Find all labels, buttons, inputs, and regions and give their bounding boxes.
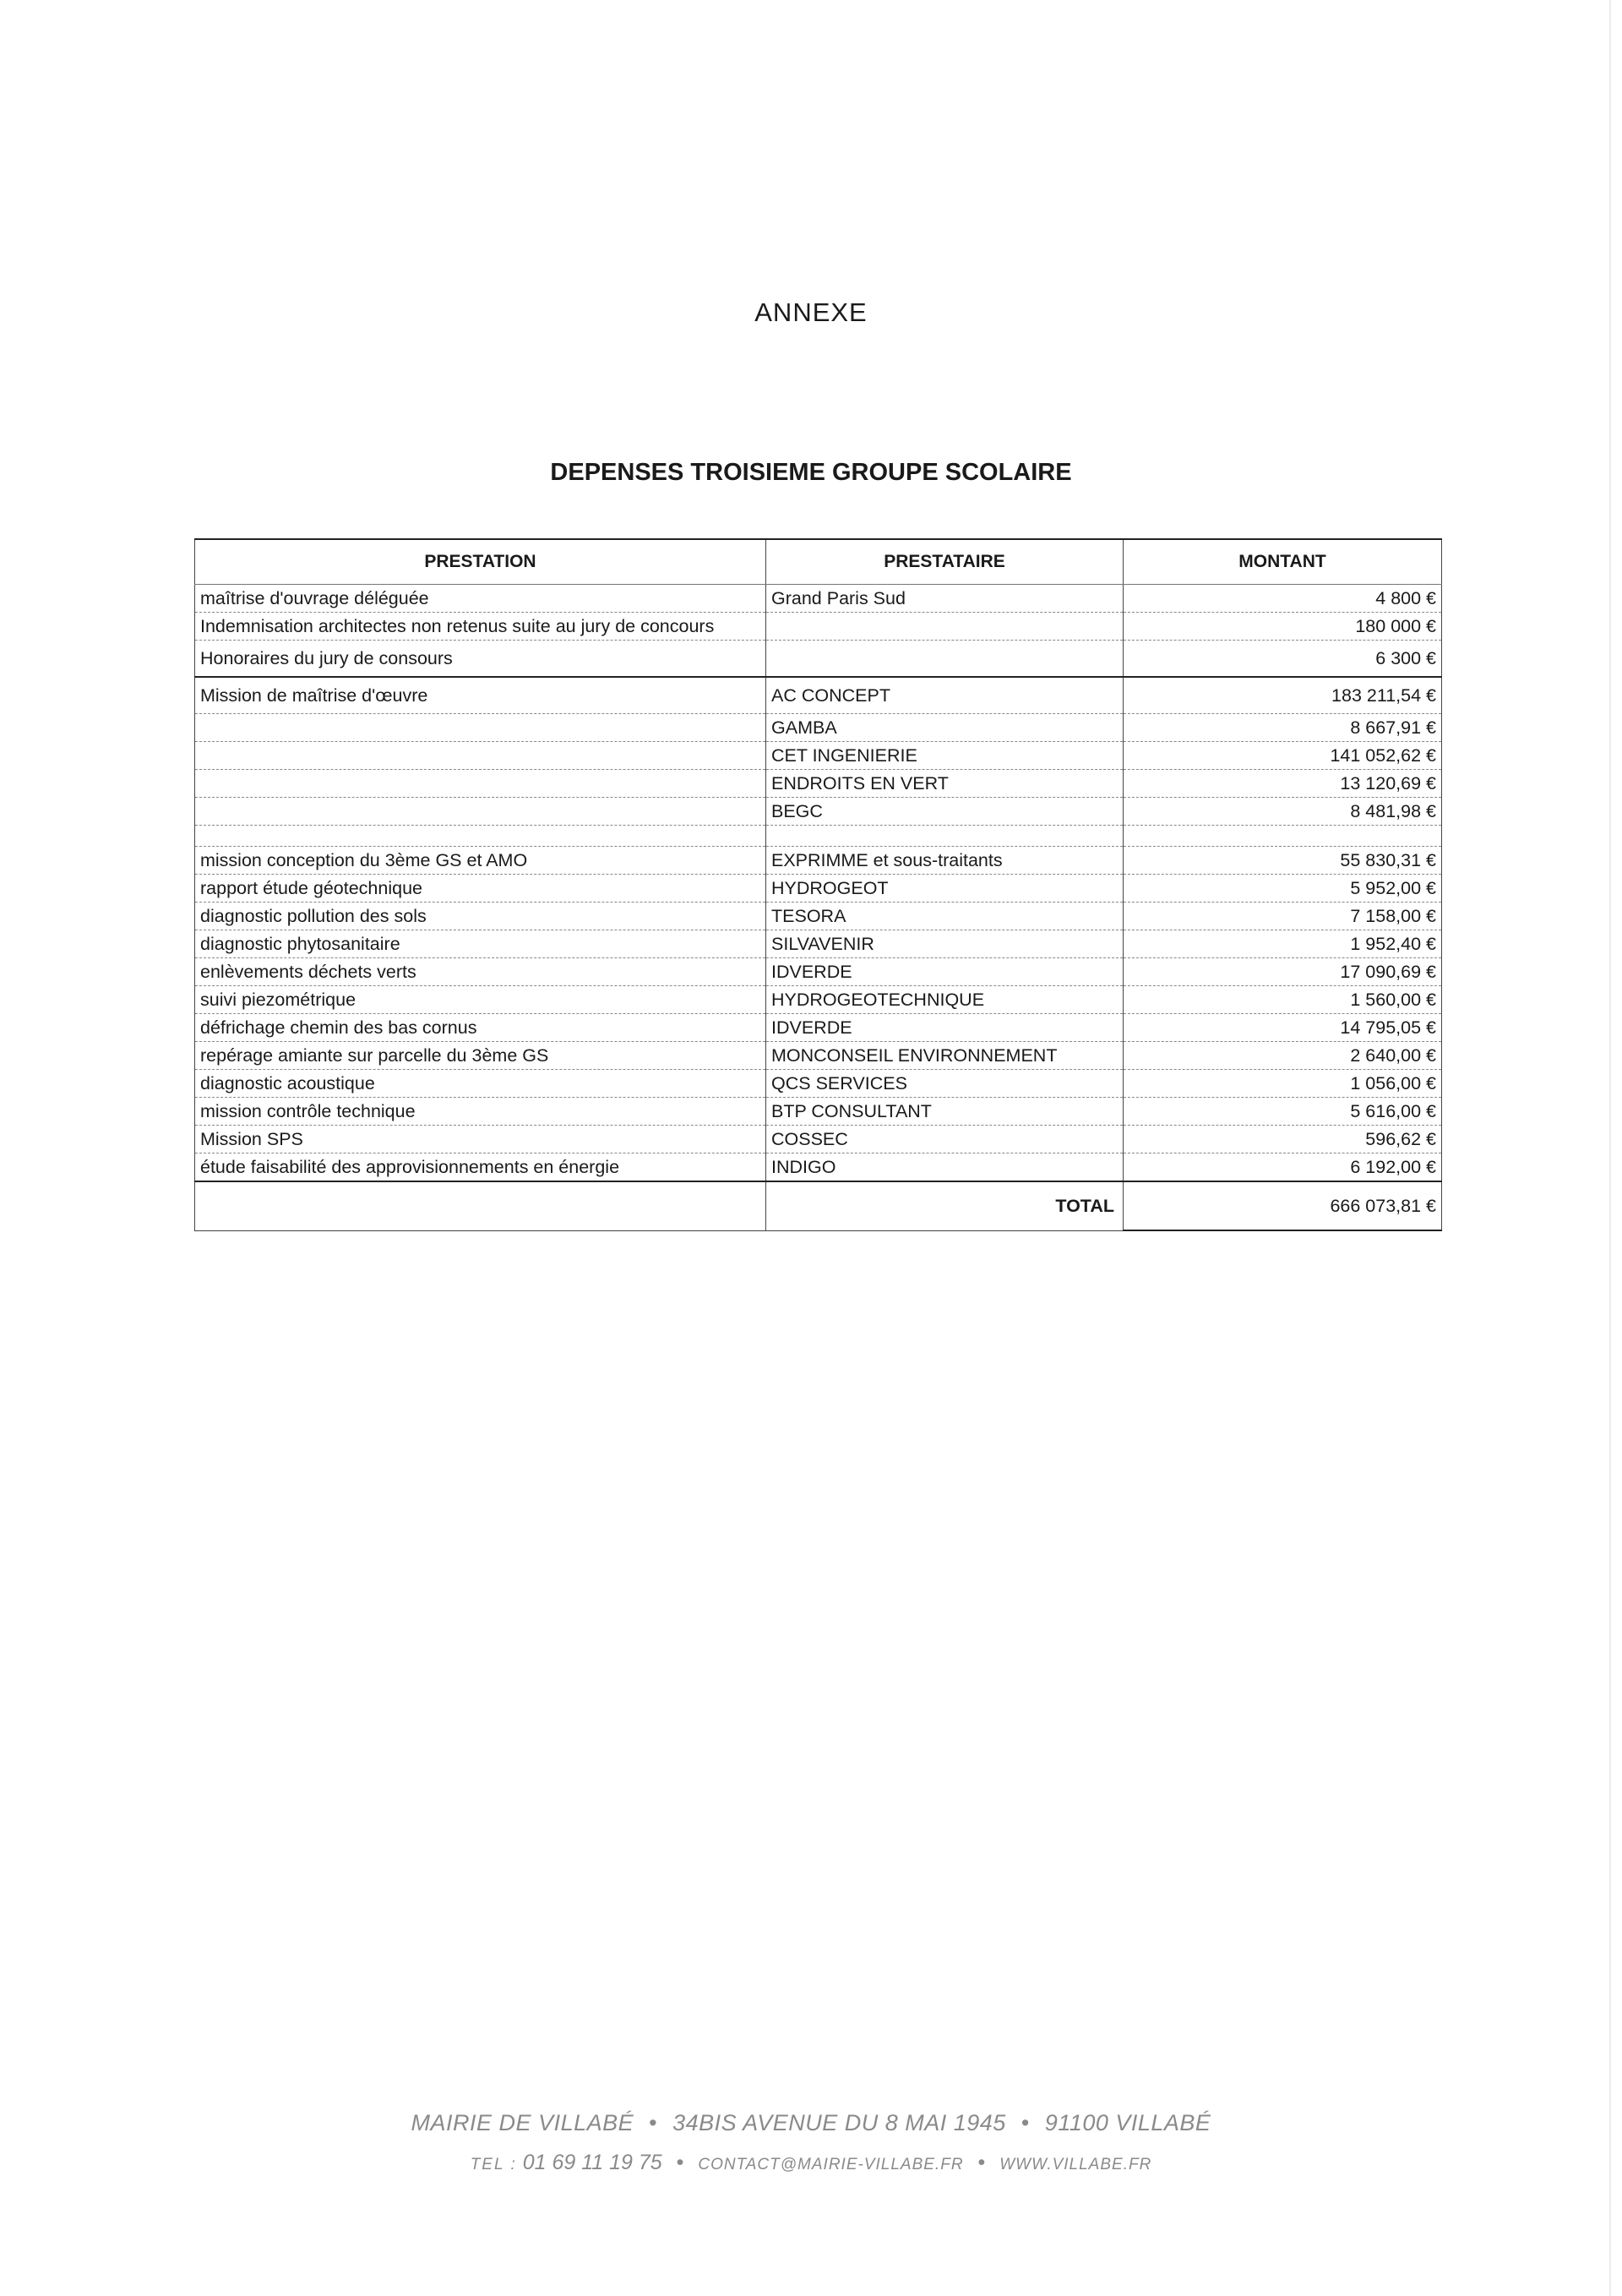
- footer-separator: •: [649, 2110, 658, 2135]
- header-prestataire: PRESTATAIRE: [766, 539, 1124, 585]
- table-row: [195, 742, 1442, 770]
- prestataire-cell: HYDROGEOT: [766, 875, 1124, 903]
- total-label: TOTAL: [766, 1181, 1124, 1230]
- prestataire-cell: IDVERDE: [766, 1014, 1124, 1042]
- prestataire-cell: BTP CONSULTANT: [766, 1098, 1124, 1126]
- montant-cell: 2 640,00 €: [1124, 1042, 1442, 1070]
- empty-cell: [195, 1181, 766, 1230]
- prestation-cell: [195, 770, 766, 798]
- prestation-cell: défrichage chemin des bas cornus: [195, 1014, 766, 1042]
- header-montant: MONTANT: [1124, 539, 1442, 585]
- footer-phone: 01 69 11 19 75: [522, 2151, 662, 2174]
- prestataire-cell: ENDROITS EN VERT: [766, 770, 1124, 798]
- empty-cell: [766, 826, 1124, 847]
- footer-website-link[interactable]: WWW.VILLABE.FR: [999, 2156, 1152, 2173]
- table-row: [195, 958, 1442, 986]
- prestation-cell: repérage amiante sur parcelle du 3ème GS: [195, 1042, 766, 1070]
- prestation-cell: mission conception du 3ème GS et AMO: [195, 847, 766, 875]
- prestataire-cell: [766, 641, 1124, 678]
- montant-cell: 8 667,91 €: [1124, 714, 1442, 742]
- montant-cell: 4 800 €: [1124, 585, 1442, 613]
- prestataire-cell: EXPRIMME et sous-traitants: [766, 847, 1124, 875]
- prestation-cell: mission contrôle technique: [195, 1098, 766, 1126]
- prestataire-cell: HYDROGEOTECHNIQUE: [766, 986, 1124, 1014]
- montant-cell: 141 052,62 €: [1124, 742, 1442, 770]
- table-row: [195, 1126, 1442, 1153]
- empty-cell: [195, 826, 766, 847]
- prestation-cell: Mission de maîtrise d'œuvre: [195, 677, 766, 714]
- footer-separator: •: [1021, 2110, 1030, 2135]
- prestataire-cell: INDIGO: [766, 1153, 1124, 1182]
- prestataire-cell: QCS SERVICES: [766, 1070, 1124, 1098]
- prestation-cell: suivi piezométrique: [195, 986, 766, 1014]
- montant-cell: 14 795,05 €: [1124, 1014, 1442, 1042]
- prestation-cell: maîtrise d'ouvrage déléguée: [195, 585, 766, 613]
- prestation-cell: enlèvements déchets verts: [195, 958, 766, 986]
- footer-contact: [0, 2151, 1622, 2175]
- prestataire-cell: CET INGENIERIE: [766, 742, 1124, 770]
- total-row: [195, 1181, 1442, 1230]
- table-row: [195, 1153, 1442, 1182]
- table-row: [195, 641, 1442, 678]
- empty-cell: [1124, 826, 1442, 847]
- montant-cell: 1 952,40 €: [1124, 930, 1442, 958]
- footer-city: 91100 VILLABÉ: [1044, 2110, 1211, 2135]
- footer-street: 34BIS AVENUE DU 8 MAI 1945: [672, 2110, 1006, 2135]
- prestataire-cell: BEGC: [766, 798, 1124, 826]
- table-row: [195, 1042, 1442, 1070]
- page-title: DEPENSES TROISIEME GROUPE SCOLAIRE: [550, 459, 1072, 486]
- prestation-cell: rapport étude géotechnique: [195, 875, 766, 903]
- table-row: [195, 930, 1442, 958]
- footer-town-hall: MAIRIE DE VILLABÉ: [411, 2110, 634, 2135]
- prestation-cell: étude faisabilité des approvisionnements en énergie: [195, 1153, 766, 1182]
- table-row: [195, 714, 1442, 742]
- table-row: [195, 1070, 1442, 1098]
- prestataire-cell: COSSEC: [766, 1126, 1124, 1153]
- table-row: [195, 613, 1442, 641]
- prestation-cell: diagnostic pollution des sols: [195, 903, 766, 930]
- footer-separator: •: [977, 2151, 986, 2174]
- montant-cell: 180 000 €: [1124, 613, 1442, 641]
- table-row: [195, 1014, 1442, 1042]
- table-row: [195, 798, 1442, 826]
- prestataire-cell: IDVERDE: [766, 958, 1124, 986]
- prestation-cell: [195, 714, 766, 742]
- montant-cell: 17 090,69 €: [1124, 958, 1442, 986]
- montant-cell: 1 560,00 €: [1124, 986, 1442, 1014]
- table-spacer-row: [195, 826, 1442, 847]
- montant-cell: 55 830,31 €: [1124, 847, 1442, 875]
- prestataire-cell: GAMBA: [766, 714, 1124, 742]
- montant-cell: 13 120,69 €: [1124, 770, 1442, 798]
- prestation-cell: [195, 742, 766, 770]
- footer-address: [0, 2110, 1622, 2136]
- table-row: [195, 986, 1442, 1014]
- table-row: [195, 903, 1442, 930]
- table-row: [195, 677, 1442, 714]
- prestation-cell: Mission SPS: [195, 1126, 766, 1153]
- prestation-cell: Indemnisation architectes non retenus suite au jury de concours: [195, 613, 766, 641]
- prestation-cell: Honoraires du jury de consours: [195, 641, 766, 678]
- table-row: [195, 585, 1442, 613]
- total-value: 666 073,81 €: [1124, 1181, 1442, 1230]
- footer-email-link[interactable]: CONTACT@MAIRIE-VILLABE.FR: [698, 2156, 964, 2173]
- prestataire-cell: TESORA: [766, 903, 1124, 930]
- table-header-row: [195, 539, 1442, 585]
- table-row: [195, 770, 1442, 798]
- annex-heading: ANNEXE: [754, 297, 868, 327]
- montant-cell: 6 300 €: [1124, 641, 1442, 678]
- table-row: [195, 847, 1442, 875]
- montant-cell: 5 616,00 €: [1124, 1098, 1442, 1126]
- montant-cell: 7 158,00 €: [1124, 903, 1442, 930]
- header-prestation: PRESTATION: [195, 539, 766, 585]
- prestataire-cell: AC CONCEPT: [766, 677, 1124, 714]
- montant-cell: 183 211,54 €: [1124, 677, 1442, 714]
- prestation-cell: [195, 798, 766, 826]
- prestataire-cell: MONCONSEIL ENVIRONNEMENT: [766, 1042, 1124, 1070]
- montant-cell: 1 056,00 €: [1124, 1070, 1442, 1098]
- scan-edge: [1609, 0, 1611, 2296]
- montant-cell: 5 952,00 €: [1124, 875, 1442, 903]
- footer-separator: •: [676, 2151, 684, 2174]
- prestataire-cell: SILVAVENIR: [766, 930, 1124, 958]
- montant-cell: 596,62 €: [1124, 1126, 1442, 1153]
- footer-tel-label: TEL :: [470, 2156, 517, 2173]
- prestataire-cell: [766, 613, 1124, 641]
- table-row: [195, 875, 1442, 903]
- prestataire-cell: Grand Paris Sud: [766, 585, 1124, 613]
- prestation-cell: diagnostic phytosanitaire: [195, 930, 766, 958]
- prestation-cell: diagnostic acoustique: [195, 1070, 766, 1098]
- montant-cell: 8 481,98 €: [1124, 798, 1442, 826]
- montant-cell: 6 192,00 €: [1124, 1153, 1442, 1182]
- table-row: [195, 1098, 1442, 1126]
- expenses-table: [194, 538, 1442, 1231]
